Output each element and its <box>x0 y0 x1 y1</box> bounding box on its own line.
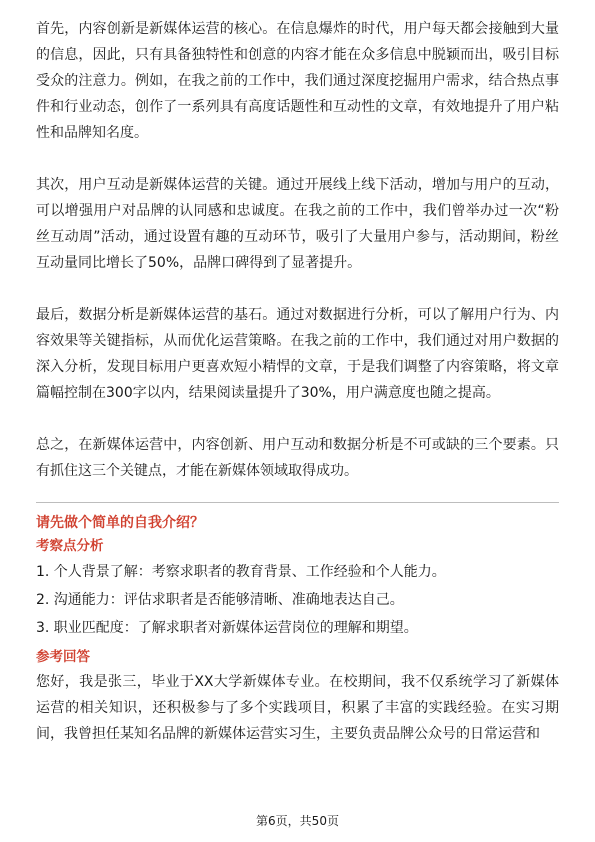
reference-answer: 您好，我是张三，毕业于XX大学新媒体专业。在校期间，我不仅系统学习了新媒体运营的相关知识，还积极参与了多个实践项目，积累了丰富的实践经验。在实习期间，我曾担任某知名品牌的新媒体运营实习生，主要负责品牌公众号的日常运营和 <box>36 674 559 742</box>
interview-question: 请先做个简单的自我介绍？ <box>36 515 204 531</box>
analysis-heading: 考察点分析 <box>36 538 104 554</box>
paragraph-user-interaction: 其次，用户互动是新媒体运营的关键。通过开展线上线下活动，增加与用户的互动，可以增强用户对品牌的认同感和忠诚度。在我之前的工作中，我们曾举办过一次“粉丝互动周”活动，通过设置有趣的互动环节，吸引了大量用户参与，活动期间，粉丝互动量同比增长了50%，品牌口碑得到了显著提升。 <box>36 177 559 271</box>
page-footer: 第6页，共50页 <box>256 814 339 828</box>
paragraph-content-innovation: 首先，内容创新是新媒体运营的核心。在信息爆炸的时代，用户每天都会接触到大量的信息，因此，只有具备独特性和创意的内容才能在众多信息中脱颖而出，吸引目标受众的注意力。例如，在我之前的工作中，我们通过深度挖掘用户需求，结合热点事件和行业动态，创作了一系列具有高度话题性和互动性的文章，有效地提升了用户粘性和品牌知名度。 <box>36 21 559 141</box>
page-content <box>36 16 559 747</box>
reference-heading: 参考回答 <box>36 649 90 665</box>
paragraph-conclusion: 总之，在新媒体运营中，内容创新、用户互动和数据分析是不可或缺的三个要素。只有抓住这三个关键点，才能在新媒体领域取得成功。 <box>36 437 559 479</box>
section-divider <box>36 502 559 503</box>
analysis-item: 1. 个人背景了解：考察求职者的教育背景、工作经验和个人能力。 <box>36 564 446 580</box>
analysis-item: 2. 沟通能力：评估求职者是否能够清晰、准确地表达自己。 <box>36 592 404 608</box>
analysis-item: 3. 职业匹配度：了解求职者对新媒体运营岗位的理解和期望。 <box>36 620 418 636</box>
paragraph-data-analysis: 最后，数据分析是新媒体运营的基石。通过对数据进行分析，可以了解用户行为、内容效果等关键指标，从而优化运营策略。在我之前的工作中，我们通过对用户数据的深入分析，发现目标用户更喜欢短小精悍的文章，于是我们调整了内容策略，将文章篇幅控制在300字以内，结果阅读量提升了30%，用户满意度也随之提高。 <box>36 307 559 401</box>
